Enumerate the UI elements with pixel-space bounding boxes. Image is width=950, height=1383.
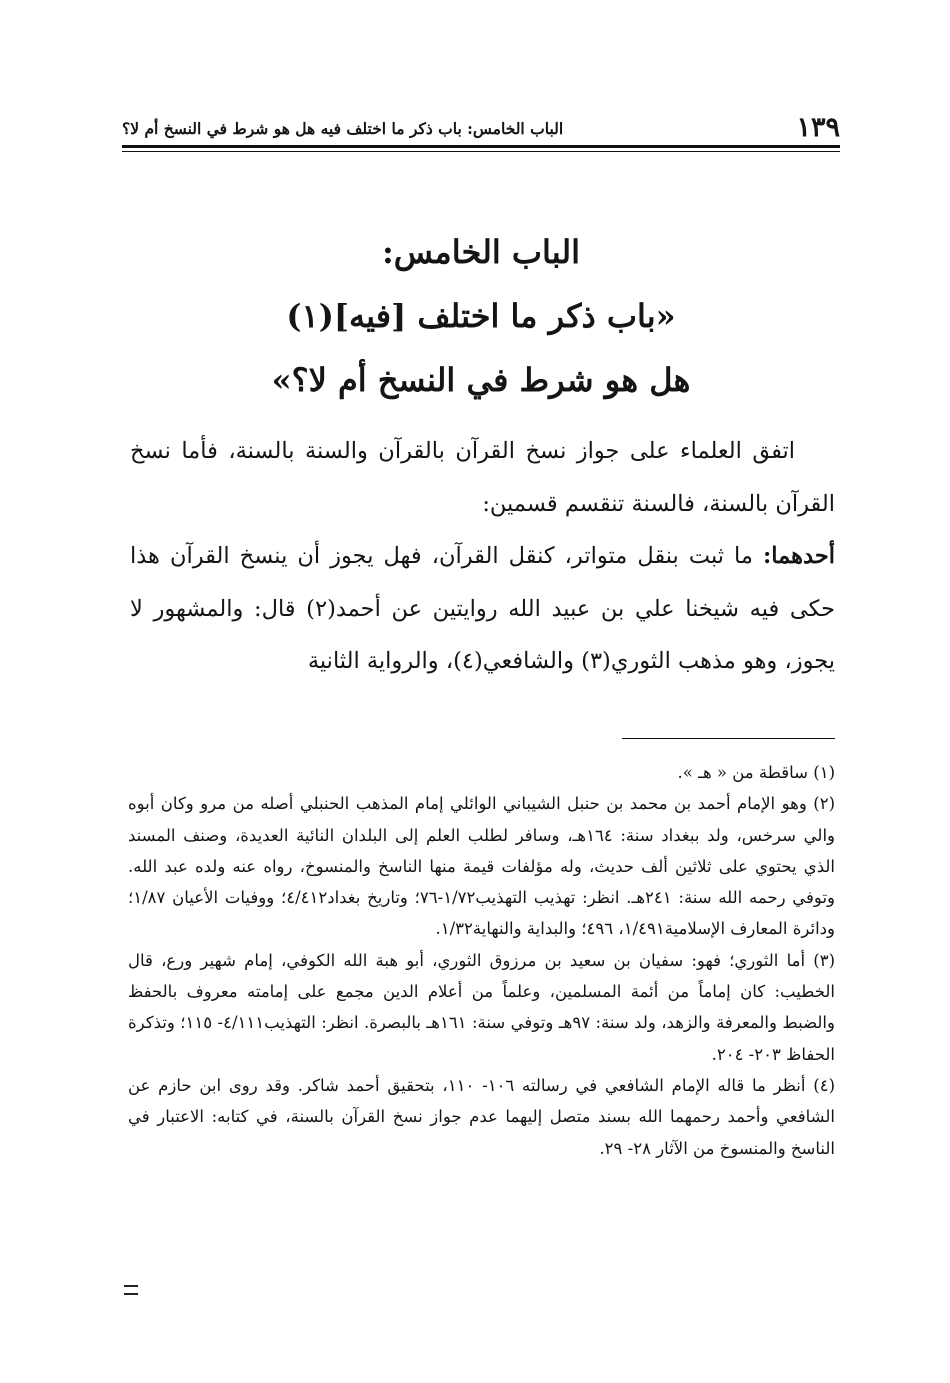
footnotes xyxy=(128,757,835,1164)
paragraph-2 xyxy=(130,530,835,688)
chapter-heading-line-1: الباب الخامس: xyxy=(381,233,581,271)
footnote-1: (١) ساقطة من « هـ ». xyxy=(677,763,835,782)
footnote-4: (٤) أنظر ما قاله الإمام الشافعي في رسالته ١٠٦- ١١٠، بتحقيق أحمد شاكر. وقد روى ابن حازم عن الشافعي وأحمد رحمهما الله بسند متصل إليهما عدم جواز نسخ القرآن بالسنة، في كتابه: الاعتبار في الناسخ والمنسوخ من الآثار ٢٨- ٢٩. xyxy=(128,1075,835,1158)
end-mark xyxy=(124,1285,138,1295)
chapter-heading xyxy=(122,220,840,412)
page-number: ١٣٩ xyxy=(796,112,840,143)
footnote-2: (٢) وهو الإمام أحمد بن محمد بن حنبل الشيباني الوائلي إمام المذهب الحنبلي أصله من مرو وكان أبوه والي سرخس، ولد ببغداد سنة: ١٦٤هـ، وسافر لطلب العلم إلى البلدان النائية العديدة، وصنف المسند الذي يحتوي على ثلاثين ألف حديث، وله مؤلفات قيمة منها الناسخ والمنسوخ، رواه عنه ولده عبد الله. وتوفي رحمه الله سنة: ٢٤١هـ. انظر: تهذيب التهذيب١/٧٢-٧٦؛ وتاريخ بغداد٤/٤١٢؛ ووفيات الأعيان ١/٨٧؛ ودائرة المعارف الإسلامية١/٤٩١، ٤٩٦؛ والبداية والنهاية١/٣٢. xyxy=(128,794,836,939)
chapter-heading-line-2: «باب ذكر ما اختلف [فيه](١) xyxy=(286,297,676,335)
running-header xyxy=(122,113,840,143)
footnote-3: (٣) أما الثوري؛ فهو: سفيان بن سعيد بن مرزوق الثوري، أبو هبة الله الكوفي، إمام شهير ورع، قال الخطيب: كان إماماً من أئمة المسلمين، وعلماً من أعلام الدين مجمع على إمامته معروف بالحفظ والضبط والمعرفة والزهد، ولد سنة: ٩٧هـ وتوفي سنة: ١٦١هـ بالبصرة. انظر: التهذيب٤/١١١- ١١٥؛ وتذكرة الحفاظ ٢٠٣- ٢٠٤. xyxy=(128,950,835,1064)
main-text xyxy=(130,425,835,688)
running-header-title: الباب الخامس: باب ذكر ما اختلف فيه هل هو شرط في النسخ أم لا؟ xyxy=(122,119,564,138)
header-rule xyxy=(122,145,840,152)
paragraph-2-lead: أحدهما: xyxy=(762,543,835,569)
chapter-heading-line-3: هل هو شرط في النسخ أم لا؟» xyxy=(271,361,691,399)
paragraph-2-text: ما ثبت بنقل متواتر، كنقل القرآن، فهل يجوز أن ينسخ القرآن هذا حكى فيه شيخنا علي بن عبيد الله روايتين عن أحمد(٢) قال: والمشهور لا يجوز، وهو مذهب الثوري(٣) والشافعي(٤)، والرواية الثانية xyxy=(130,543,835,674)
footnote-separator xyxy=(622,738,835,739)
paragraph-1: اتفق العلماء على جواز نسخ القرآن بالقرآن والسنة بالسنة، فأما نسخ القرآن بالسنة، فالسنة تنقسم قسمين: xyxy=(130,438,835,517)
